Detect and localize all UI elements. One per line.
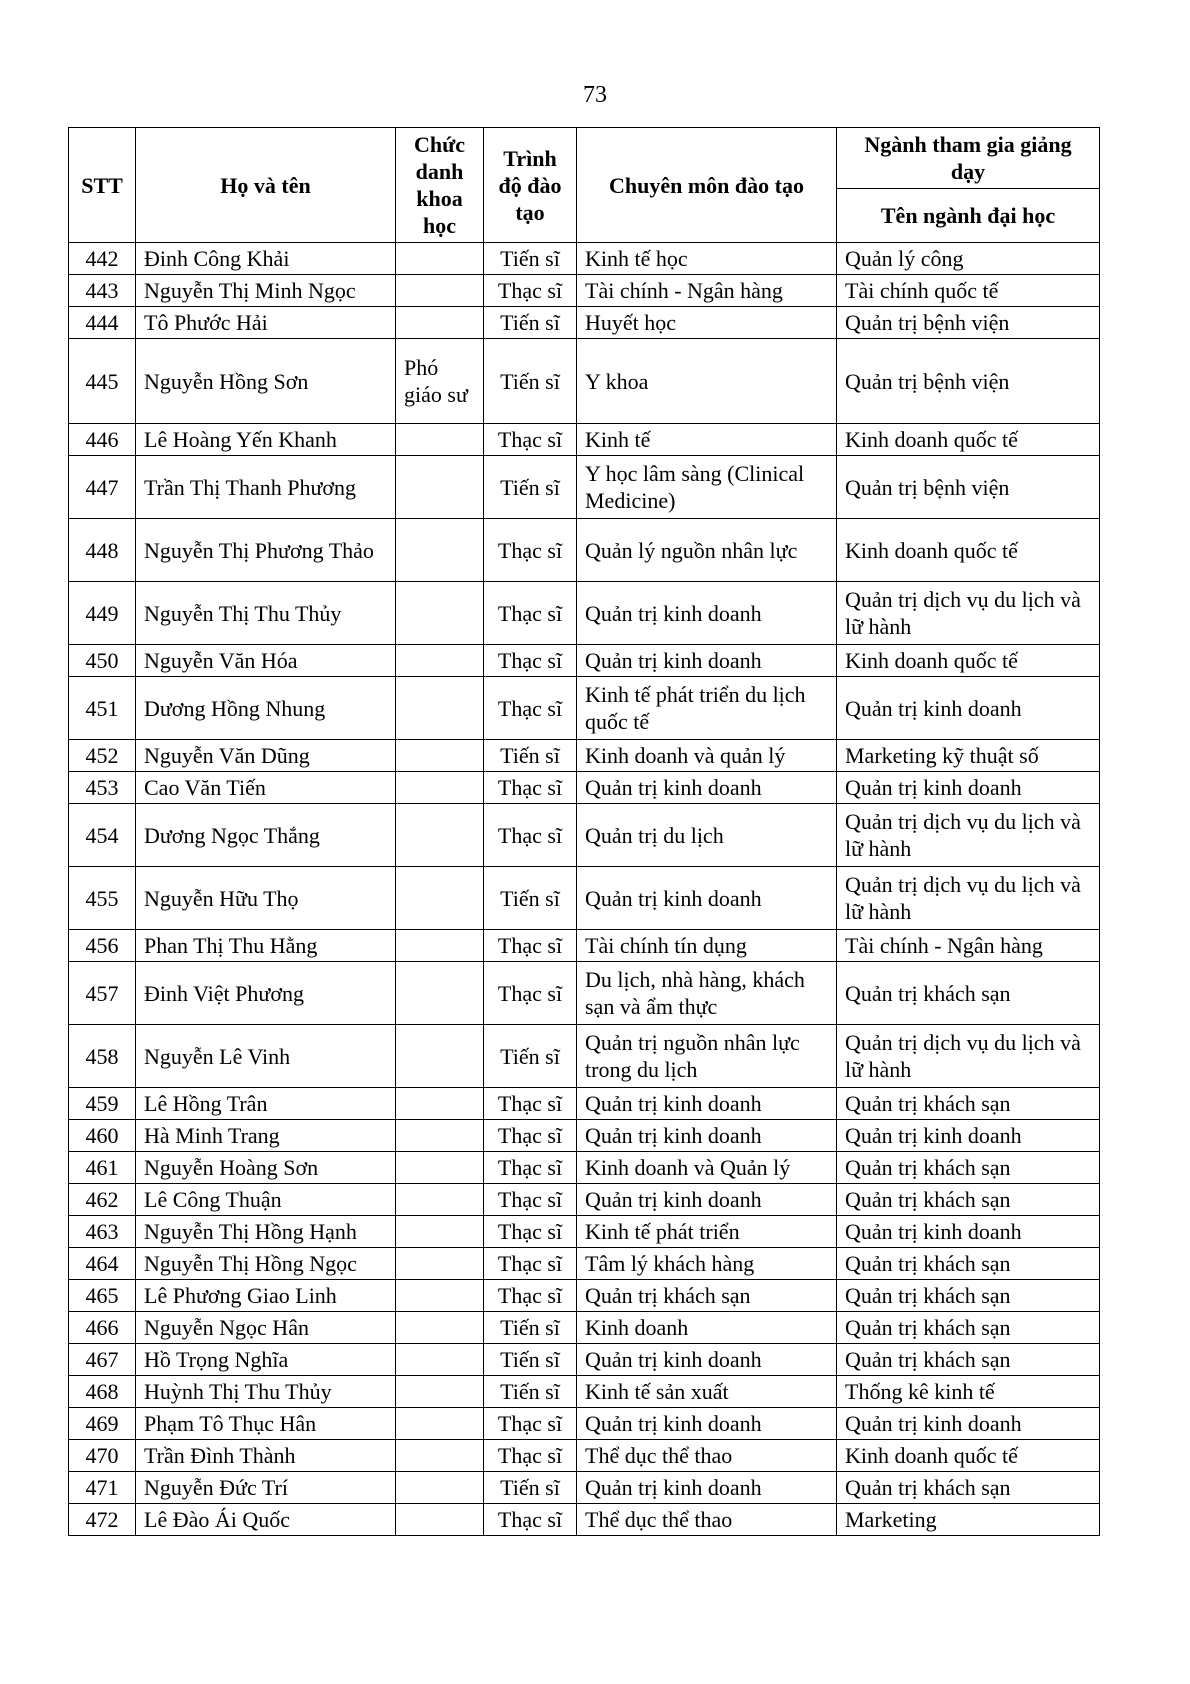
row-specialty: Kinh doanh và quản lý	[577, 740, 837, 772]
row-degree: Tiến sĩ	[484, 1344, 577, 1376]
row-specialty: Quản trị du lịch	[577, 804, 837, 867]
row-title	[396, 1504, 484, 1536]
row-stt: 456	[69, 930, 136, 962]
row-specialty: Kinh tế phát triển	[577, 1216, 837, 1248]
row-stt: 445	[69, 339, 136, 424]
row-degree: Thạc sĩ	[484, 582, 577, 645]
row-stt: 465	[69, 1280, 136, 1312]
row-specialty: Quản trị kinh doanh	[577, 582, 837, 645]
row-specialty: Quản trị kinh doanh	[577, 867, 837, 930]
row-name: Dương Hồng Nhung	[136, 677, 396, 740]
row-field: Quản trị bệnh viện	[837, 307, 1100, 339]
row-field: Kinh doanh quốc tế	[837, 519, 1100, 582]
table-row	[69, 1025, 1100, 1088]
row-field: Quản trị khách sạn	[837, 1344, 1100, 1376]
table-row	[69, 1088, 1100, 1120]
table-row	[69, 1248, 1100, 1280]
row-specialty: Quản trị nguồn nhân lực trong du lịch	[577, 1025, 837, 1088]
row-title	[396, 1280, 484, 1312]
row-name: Hồ Trọng Nghĩa	[136, 1344, 396, 1376]
row-field: Thống kê kinh tế	[837, 1376, 1100, 1408]
row-specialty: Quản trị khách sạn	[577, 1280, 837, 1312]
row-field: Quản trị kinh doanh	[837, 677, 1100, 740]
table-row	[69, 424, 1100, 456]
row-specialty: Y học lâm sàng (Clinical Medicine)	[577, 456, 837, 519]
row-title	[396, 582, 484, 645]
row-specialty: Kinh doanh và Quản lý	[577, 1152, 837, 1184]
table-row	[69, 867, 1100, 930]
row-degree: Thạc sĩ	[484, 962, 577, 1025]
row-stt: 462	[69, 1184, 136, 1216]
row-title	[396, 424, 484, 456]
row-title	[396, 307, 484, 339]
row-field: Kinh doanh quốc tế	[837, 645, 1100, 677]
header-title: Chức danh khoa học	[396, 128, 484, 243]
table-body	[69, 243, 1100, 1536]
row-stt: 460	[69, 1120, 136, 1152]
row-name: Nguyễn Thị Thu Thủy	[136, 582, 396, 645]
row-field: Quản trị bệnh viện	[837, 456, 1100, 519]
row-field: Quản trị khách sạn	[837, 1472, 1100, 1504]
row-degree: Thạc sĩ	[484, 1504, 577, 1536]
row-name: Nguyễn Đức Trí	[136, 1472, 396, 1504]
row-specialty: Quản lý nguồn nhân lực	[577, 519, 837, 582]
header-field-group: Ngành tham gia giảng dạy	[837, 128, 1100, 189]
row-title	[396, 1216, 484, 1248]
row-field: Quản trị khách sạn	[837, 962, 1100, 1025]
table-row	[69, 740, 1100, 772]
row-title	[396, 1440, 484, 1472]
row-degree: Thạc sĩ	[484, 1088, 577, 1120]
row-specialty: Quản trị kinh doanh	[577, 1344, 837, 1376]
row-name: Lê Hoàng Yến Khanh	[136, 424, 396, 456]
row-name: Nguyễn Hữu Thọ	[136, 867, 396, 930]
row-stt: 451	[69, 677, 136, 740]
row-degree: Thạc sĩ	[484, 1152, 577, 1184]
page-number: 73	[583, 82, 607, 108]
row-stt: 463	[69, 1216, 136, 1248]
row-field: Quản trị khách sạn	[837, 1312, 1100, 1344]
table-row	[69, 1504, 1100, 1536]
row-degree: Thạc sĩ	[484, 1216, 577, 1248]
row-specialty: Quản trị kinh doanh	[577, 1120, 837, 1152]
table-row	[69, 930, 1100, 962]
row-title	[396, 1376, 484, 1408]
row-title	[396, 740, 484, 772]
table-row	[69, 645, 1100, 677]
row-field: Quản trị kinh doanh	[837, 1216, 1100, 1248]
row-stt: 471	[69, 1472, 136, 1504]
row-stt: 453	[69, 772, 136, 804]
row-field: Quản trị kinh doanh	[837, 1408, 1100, 1440]
table-row	[69, 456, 1100, 519]
table-header	[69, 128, 1100, 243]
row-title: Phó giáo sư	[396, 339, 484, 424]
row-field: Quản trị kinh doanh	[837, 1120, 1100, 1152]
row-degree: Thạc sĩ	[484, 772, 577, 804]
table-row	[69, 307, 1100, 339]
row-stt: 467	[69, 1344, 136, 1376]
row-specialty: Quản trị kinh doanh	[577, 772, 837, 804]
row-title	[396, 1312, 484, 1344]
row-field: Kinh doanh quốc tế	[837, 424, 1100, 456]
table-row	[69, 804, 1100, 867]
row-name: Nguyễn Thị Hồng Hạnh	[136, 1216, 396, 1248]
row-degree: Thạc sĩ	[484, 1280, 577, 1312]
row-name: Hà Minh Trang	[136, 1120, 396, 1152]
row-degree: Thạc sĩ	[484, 1248, 577, 1280]
row-field: Kinh doanh quốc tế	[837, 1440, 1100, 1472]
header-degree: Trình độ đào tạo	[484, 128, 577, 243]
row-name: Nguyễn Ngọc Hân	[136, 1312, 396, 1344]
row-degree: Thạc sĩ	[484, 1184, 577, 1216]
row-title	[396, 867, 484, 930]
row-specialty: Quản trị kinh doanh	[577, 645, 837, 677]
row-degree: Thạc sĩ	[484, 645, 577, 677]
row-stt: 469	[69, 1408, 136, 1440]
row-name: Dương Ngọc Thắng	[136, 804, 396, 867]
row-field: Tài chính quốc tế	[837, 275, 1100, 307]
row-title	[396, 1344, 484, 1376]
table-row	[69, 1472, 1100, 1504]
table-row	[69, 1216, 1100, 1248]
row-title	[396, 1472, 484, 1504]
row-title	[396, 456, 484, 519]
table-row	[69, 339, 1100, 424]
row-specialty: Thể dục thể thao	[577, 1440, 837, 1472]
row-degree: Thạc sĩ	[484, 930, 577, 962]
row-stt: 449	[69, 582, 136, 645]
row-degree: Tiến sĩ	[484, 1312, 577, 1344]
table-row	[69, 1376, 1100, 1408]
row-stt: 444	[69, 307, 136, 339]
row-name: Nguyễn Thị Phương Thảo	[136, 519, 396, 582]
row-specialty: Kinh doanh	[577, 1312, 837, 1344]
row-stt: 452	[69, 740, 136, 772]
row-name: Nguyễn Thị Minh Ngọc	[136, 275, 396, 307]
row-name: Trần Đình Thành	[136, 1440, 396, 1472]
row-name: Nguyễn Thị Hồng Ngọc	[136, 1248, 396, 1280]
row-stt: 470	[69, 1440, 136, 1472]
row-title	[396, 1184, 484, 1216]
row-field: Marketing	[837, 1504, 1100, 1536]
row-specialty: Du lịch, nhà hàng, khách sạn và ẩm thực	[577, 962, 837, 1025]
row-name: Nguyễn Văn Dũng	[136, 740, 396, 772]
row-title	[396, 519, 484, 582]
row-stt: 464	[69, 1248, 136, 1280]
row-degree: Thạc sĩ	[484, 424, 577, 456]
row-specialty: Huyết học	[577, 307, 837, 339]
row-title	[396, 772, 484, 804]
row-title	[396, 930, 484, 962]
table-row	[69, 1408, 1100, 1440]
row-stt: 457	[69, 962, 136, 1025]
table-row	[69, 772, 1100, 804]
row-specialty: Kinh tế phát triển du lịch quốc tế	[577, 677, 837, 740]
row-degree: Tiến sĩ	[484, 867, 577, 930]
row-field: Quản lý công	[837, 243, 1100, 275]
row-stt: 468	[69, 1376, 136, 1408]
row-name: Nguyễn Hồng Sơn	[136, 339, 396, 424]
row-stt: 458	[69, 1025, 136, 1088]
table-row	[69, 1440, 1100, 1472]
row-stt: 450	[69, 645, 136, 677]
table-row	[69, 275, 1100, 307]
row-title	[396, 677, 484, 740]
row-degree: Thạc sĩ	[484, 804, 577, 867]
row-specialty: Kinh tế sản xuất	[577, 1376, 837, 1408]
table-row	[69, 677, 1100, 740]
row-specialty: Quản trị kinh doanh	[577, 1472, 837, 1504]
row-stt: 442	[69, 243, 136, 275]
row-field: Quản trị dịch vụ du lịch và lữ hành	[837, 582, 1100, 645]
table-row	[69, 243, 1100, 275]
row-name: Nguyễn Văn Hóa	[136, 645, 396, 677]
row-name: Tô Phước Hải	[136, 307, 396, 339]
row-stt: 448	[69, 519, 136, 582]
table-row	[69, 1312, 1100, 1344]
row-title	[396, 1120, 484, 1152]
row-specialty: Quản trị kinh doanh	[577, 1088, 837, 1120]
row-degree: Tiến sĩ	[484, 1025, 577, 1088]
row-degree: Thạc sĩ	[484, 275, 577, 307]
header-field: Tên ngành đại học	[837, 189, 1100, 243]
row-field: Quản trị khách sạn	[837, 1184, 1100, 1216]
table-row	[69, 1280, 1100, 1312]
row-title	[396, 243, 484, 275]
row-degree: Tiến sĩ	[484, 740, 577, 772]
row-field: Quản trị khách sạn	[837, 1248, 1100, 1280]
row-field: Quản trị khách sạn	[837, 1152, 1100, 1184]
row-field: Quản trị kinh doanh	[837, 772, 1100, 804]
row-name: Đinh Việt Phương	[136, 962, 396, 1025]
row-title	[396, 1152, 484, 1184]
row-name: Lê Hồng Trân	[136, 1088, 396, 1120]
row-title	[396, 804, 484, 867]
row-degree: Tiến sĩ	[484, 243, 577, 275]
table-row	[69, 582, 1100, 645]
row-stt: 466	[69, 1312, 136, 1344]
row-name: Lê Phương Giao Linh	[136, 1280, 396, 1312]
row-degree: Tiến sĩ	[484, 1376, 577, 1408]
table-row	[69, 962, 1100, 1025]
row-field: Quản trị bệnh viện	[837, 339, 1100, 424]
row-title	[396, 275, 484, 307]
table-row	[69, 519, 1100, 582]
row-name: Phạm Tô Thục Hân	[136, 1408, 396, 1440]
row-field: Marketing kỹ thuật số	[837, 740, 1100, 772]
table-row	[69, 1344, 1100, 1376]
row-specialty: Tâm lý khách hàng	[577, 1248, 837, 1280]
row-name: Lê Công Thuận	[136, 1184, 396, 1216]
row-specialty: Kinh tế học	[577, 243, 837, 275]
row-title	[396, 1408, 484, 1440]
row-specialty: Kinh tế	[577, 424, 837, 456]
row-name: Nguyễn Hoàng Sơn	[136, 1152, 396, 1184]
table-row	[69, 1120, 1100, 1152]
row-field: Quản trị dịch vụ du lịch và lữ hành	[837, 804, 1100, 867]
row-title	[396, 1025, 484, 1088]
row-degree: Thạc sĩ	[484, 1120, 577, 1152]
row-degree: Thạc sĩ	[484, 677, 577, 740]
row-degree: Thạc sĩ	[484, 1408, 577, 1440]
row-specialty: Quản trị kinh doanh	[577, 1408, 837, 1440]
row-name: Nguyễn Lê Vinh	[136, 1025, 396, 1088]
row-name: Phan Thị Thu Hằng	[136, 930, 396, 962]
row-stt: 459	[69, 1088, 136, 1120]
row-degree: Tiến sĩ	[484, 1472, 577, 1504]
table-row	[69, 1184, 1100, 1216]
row-degree: Tiến sĩ	[484, 339, 577, 424]
row-stt: 472	[69, 1504, 136, 1536]
row-field: Quản trị dịch vụ du lịch và lữ hành	[837, 1025, 1100, 1088]
header-name: Họ và tên	[136, 128, 396, 243]
lecturer-table	[68, 127, 1100, 1536]
table-row	[69, 1152, 1100, 1184]
row-name: Cao Văn Tiến	[136, 772, 396, 804]
row-stt: 447	[69, 456, 136, 519]
row-specialty: Quản trị kinh doanh	[577, 1184, 837, 1216]
row-field: Tài chính - Ngân hàng	[837, 930, 1100, 962]
row-title	[396, 962, 484, 1025]
row-specialty: Thể dục thể thao	[577, 1504, 837, 1536]
row-name: Huỳnh Thị Thu Thủy	[136, 1376, 396, 1408]
row-field: Quản trị khách sạn	[837, 1088, 1100, 1120]
row-specialty: Y khoa	[577, 339, 837, 424]
row-specialty: Tài chính tín dụng	[577, 930, 837, 962]
row-title	[396, 1248, 484, 1280]
row-name: Đinh Công Khải	[136, 243, 396, 275]
row-degree: Thạc sĩ	[484, 519, 577, 582]
row-degree: Tiến sĩ	[484, 456, 577, 519]
header-stt: STT	[69, 128, 136, 243]
row-degree: Thạc sĩ	[484, 1440, 577, 1472]
row-stt: 443	[69, 275, 136, 307]
row-field: Quản trị dịch vụ du lịch và lữ hành	[837, 867, 1100, 930]
row-field: Quản trị khách sạn	[837, 1280, 1100, 1312]
row-name: Lê Đào Ái Quốc	[136, 1504, 396, 1536]
row-stt: 455	[69, 867, 136, 930]
header-specialty: Chuyên môn đào tạo	[577, 128, 837, 243]
row-stt: 454	[69, 804, 136, 867]
row-stt: 446	[69, 424, 136, 456]
row-stt: 461	[69, 1152, 136, 1184]
row-title	[396, 1088, 484, 1120]
row-title	[396, 645, 484, 677]
row-name: Trần Thị Thanh Phương	[136, 456, 396, 519]
row-degree: Tiến sĩ	[484, 307, 577, 339]
row-specialty: Tài chính - Ngân hàng	[577, 275, 837, 307]
